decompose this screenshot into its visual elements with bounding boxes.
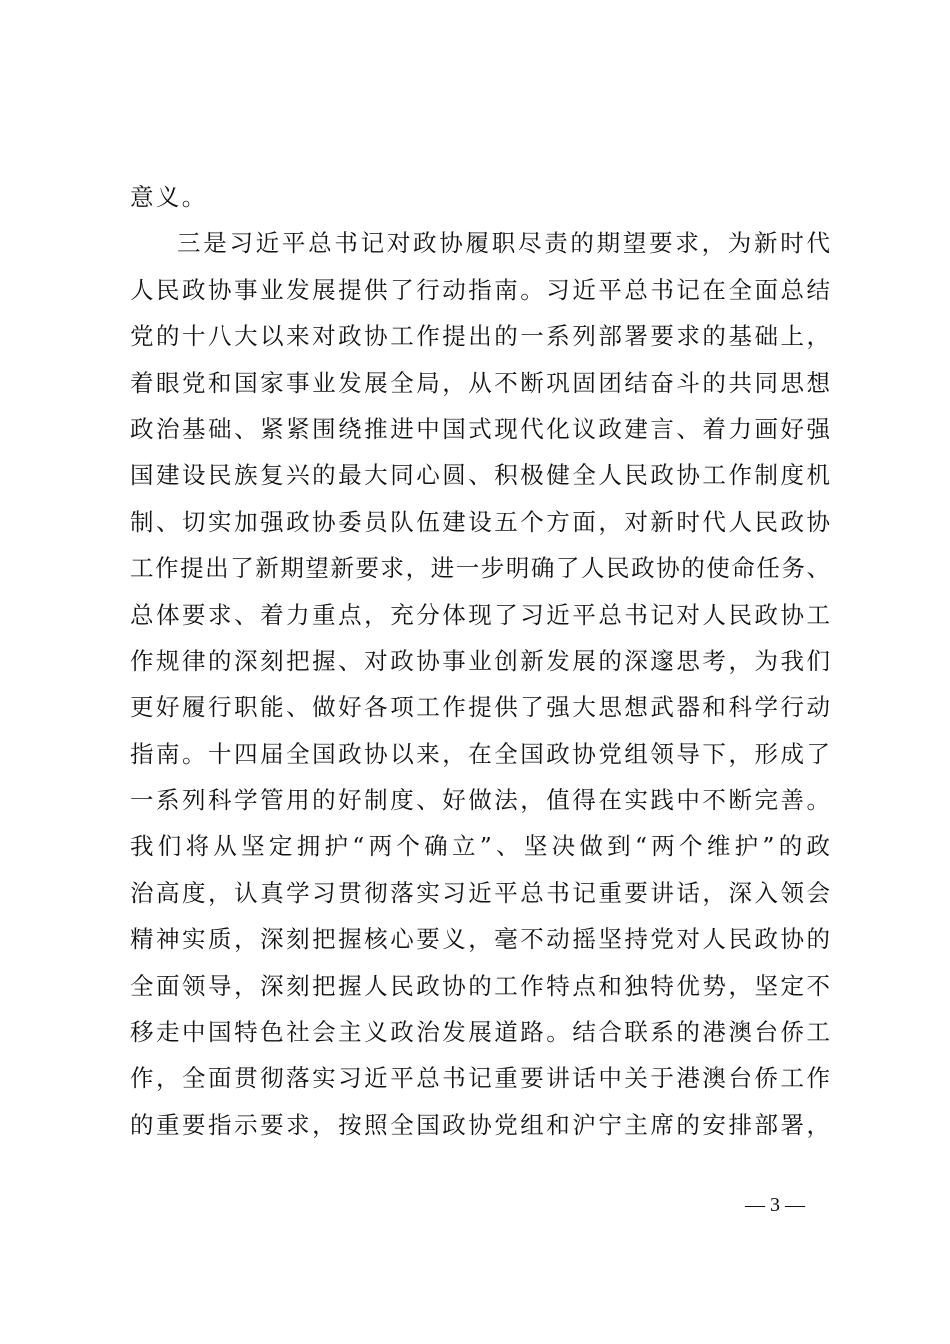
text-line: 更好履行职能、做好各项工作提供了强大思想武器和科学行动 <box>130 693 830 722</box>
text-line: 作，全面贯彻落实习近平总书记重要讲话中关于港澳台侨工作 <box>130 1064 830 1093</box>
text-line: 党的十八大以来对政协工作提出的一系列部署要求的基础上， <box>130 322 830 351</box>
text-line: 指南。十四届全国政协以来，在全国政协党组领导下，形成了 <box>130 739 830 768</box>
text-line: 政治基础、紧紧围绕推进中国式现代化议政建言、着力画好强 <box>130 414 830 443</box>
text-line: 三是习近平总书记对政协履职尽责的期望要求，为新时代 <box>177 229 830 258</box>
text-line: 国建设民族复兴的最大同心圆、积极健全人民政协工作制度机 <box>130 461 830 490</box>
text-line: 的重要指示要求，按照全国政协党组和沪宁主席的安排部署， <box>130 1110 830 1139</box>
text-line: 总体要求、着力重点，充分体现了习近平总书记对人民政协工 <box>130 600 830 629</box>
page-number: — 3 — <box>745 1194 805 1216</box>
text-line: 制、切实加强政协委员队伍建设五个方面，对新时代人民政协 <box>130 507 830 536</box>
text-line: 治高度，认真学习贯彻落实习近平总书记重要讲话，深入领会 <box>130 878 830 907</box>
text-line: 我们将从坚定拥护“两个确立”、坚决做到“两个维护”的政 <box>130 832 830 861</box>
text-line: 一系列科学管用的好制度、好做法，值得在实践中不断完善。 <box>130 786 830 815</box>
text-line: 意义。 <box>130 183 208 211</box>
text-line: 精神实质，深刻把握核心要义，毫不动摇坚持党对人民政协的 <box>130 925 830 954</box>
text-line: 工作提出了新期望新要求，进一步明确了人民政协的使命任务、 <box>130 554 830 583</box>
text-line: 作规律的深刻把握、对政协事业创新发展的深邃思考，为我们 <box>130 646 830 675</box>
text-line: 全面领导，深刻把握人民政协的工作特点和独特优势，坚定不 <box>130 971 830 1000</box>
body-text <box>130 174 830 1148</box>
text-line: 着眼党和国家事业发展全局，从不断巩固团结奋斗的共同思想 <box>130 368 830 397</box>
text-line: 移走中国特色社会主义政治发展道路。结合联系的港澳台侨工 <box>130 1018 830 1047</box>
text-line: 人民政协事业发展提供了行动指南。习近平总书记在全面总结 <box>130 275 830 304</box>
